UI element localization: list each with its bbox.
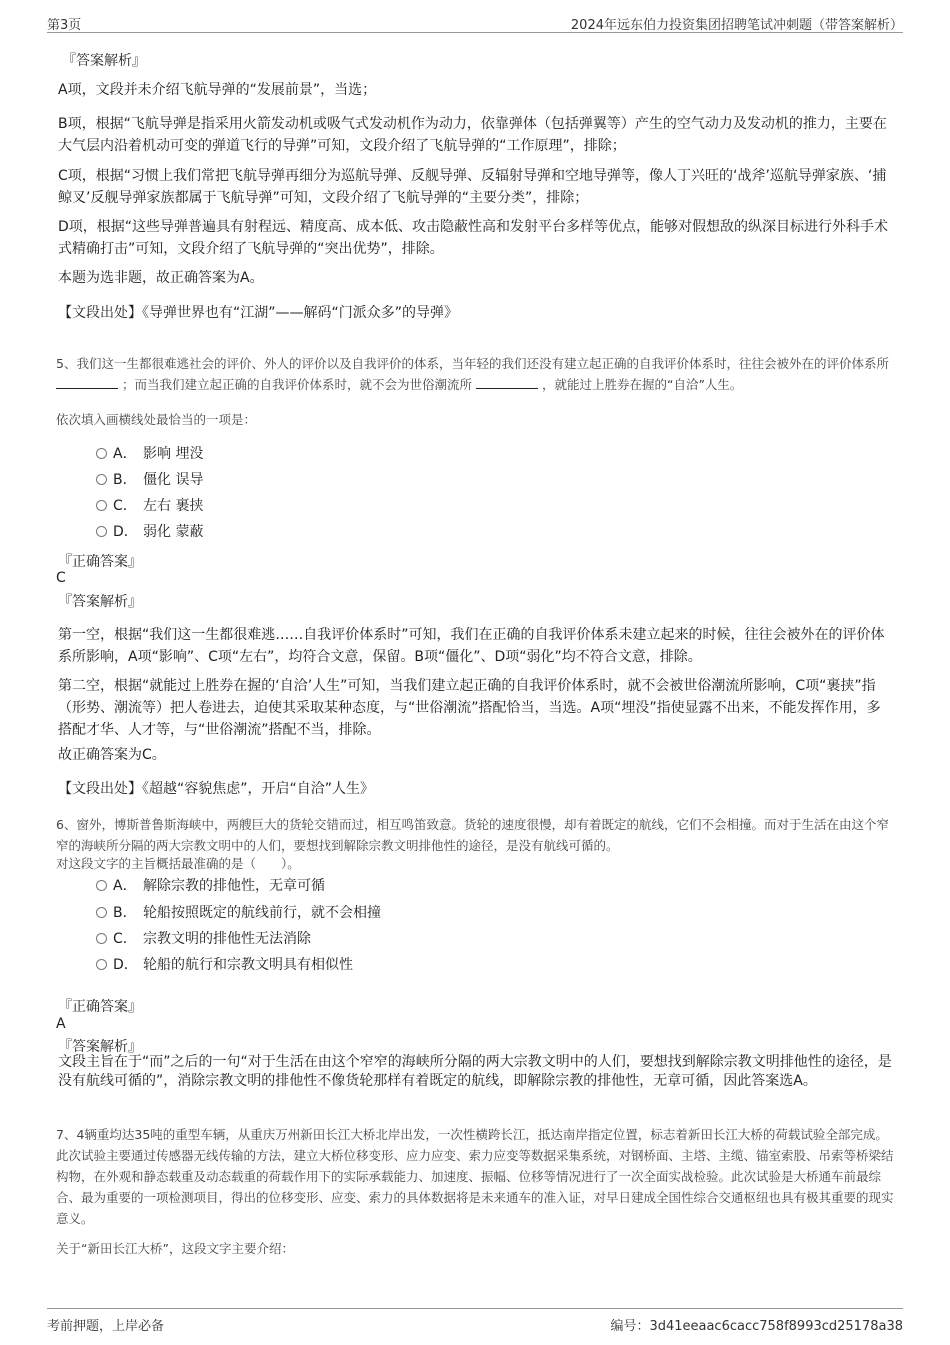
radio-icon[interactable] — [96, 907, 107, 918]
q5-option-c[interactable]: C． 左右 裹挟 — [96, 496, 203, 516]
q6-option-d[interactable]: D． 轮船的航行和宗教文明具有相似性 — [96, 955, 353, 975]
radio-icon[interactable] — [96, 500, 107, 511]
q5-option-d[interactable]: D． 弱化 蒙蔽 — [96, 522, 203, 542]
q6-option-a[interactable]: A． 解除宗教的排他性，无章可循 — [96, 876, 325, 896]
page-number: 第3页 — [47, 18, 82, 33]
question-5-stem: 5、我们这一生都很难逃社会的评价、外人的评价以及自我评价的体系，当年轻的我们还没有建立起正确的自我评价体系时，往往会被外在的评价体系所 ；而当我们建立起正确的自我评价体系时，就不会为世俗潮流所 ，就能过上胜券在握的“自洽”人生。 — [56, 356, 889, 392]
analysis-label: 『答案解析』 — [58, 594, 142, 610]
footer-slogan: 考前押题，上岸必备 — [47, 1319, 165, 1334]
analysis-option-d: D项，根据“这些导弹普遍具有射程远、精度高、成本低、攻击隐蔽性高和发射平台多样等优点，能够对假想敌的纵深目标进行外科手术式精确打击”可知，文段介绍了飞航导弹的“突出优势”，排除。 — [58, 219, 889, 257]
analysis-label: 『答案解析』 — [58, 1039, 142, 1055]
fill-blank-1 — [56, 376, 118, 389]
analysis-paragraph-2: 第二空，根据“就能过上胜券在握的‘自洽’人生”可知，当我们建立起正确的自我评价体系时，就不会被世俗潮流所影响，C项“裹挟”指（形势、潮流等）把人卷进去，迫使其采取某种态度，与“世俗潮流”搭配恰当，当选。A项“埋没”指使显露不出来，不能发挥作用，多搭配才华、人才等，与“世俗潮流”搭配不当，排除。 — [58, 678, 881, 738]
document-code: 编号：3d41eeaac6cacc758f8993cd25178a38 — [610, 1319, 903, 1334]
analysis-paragraph: 文段主旨在于“而”之后的一句“对于生活在由这个窄窄的海峡所分隔的两大宗教文明中的人们，要想找到解除宗教文明排他性的途径，是没有航线可循的”，消除宗教文明的排他性不像货轮那样有着既定的航线，即解除宗教的排他性，无章可循，因此答案选A。 — [58, 1054, 892, 1089]
correct-answer-label: 『正确答案』 — [58, 999, 142, 1015]
analysis-option-a: A项，文段并未介绍飞航导弹的“发展前景”，当选； — [58, 82, 377, 98]
analysis-label: 『答案解析』 — [62, 53, 146, 69]
question-6-prompt: 对这段文字的主旨概括最准确的是（ ）。 — [56, 856, 300, 871]
page-footer — [47, 1308, 903, 1339]
radio-icon[interactable] — [96, 880, 107, 891]
question-7-prompt: 关于“新田长江大桥”，这段文字主要介绍： — [56, 1241, 294, 1256]
radio-icon[interactable] — [96, 474, 107, 485]
q6-option-c[interactable]: C． 宗教文明的排他性无法消除 — [96, 929, 311, 949]
correct-answer: A — [56, 1016, 66, 1032]
source-citation: 【文段出处】《超越“容貌焦虑”，开启“自洽”人生》 — [58, 781, 375, 797]
document-title: 2024年远东伯力投资集团招聘笔试冲刺题（带答案解析） — [570, 18, 903, 33]
radio-icon[interactable] — [96, 933, 107, 944]
analysis-paragraph-1: 第一空，根据“我们这一生都很难逃……自我评价体系时”可知，我们在正确的自我评价体系未建立起来的时候，往往会被外在的评价体系所影响，A项“影响”、C项“左右”，均符合文意，保留。B项“僵化”、D项“弱化”均不符合文意，排除。 — [58, 627, 885, 665]
source-citation: 【文段出处】《导弹世界也有“江湖”——解码“门派众多”的导弹》 — [58, 305, 459, 321]
analysis-option-c: C项，根据“习惯上我们常把飞航导弹再细分为巡航导弹、反舰导弹、反辐射导弹和空地导弹等，像人丁兴旺的‘战斧’巡航导弹家族、‘捕鲸叉’反舰导弹家族都属于飞航导弹”可知，文段介绍了飞航导弹的“主要分类”，排除； — [58, 168, 887, 206]
page-header — [47, 8, 903, 33]
fill-blank-2 — [476, 376, 538, 389]
q5-option-b[interactable]: B． 僵化 误导 — [96, 470, 203, 490]
correct-answer-label: 『正确答案』 — [58, 554, 142, 570]
question-5-prompt: 依次填入画横线处最恰当的一项是： — [56, 412, 257, 427]
radio-icon[interactable] — [96, 448, 107, 459]
q5-option-a[interactable]: A． 影响 埋没 — [96, 444, 203, 464]
conclusion: 本题为选非题，故正确答案为A。 — [58, 270, 264, 286]
question-6-stem: 6、窗外，博斯普鲁斯海峡中，两艘巨大的货轮交错而过，相互鸣笛致意。货轮的速度很慢，却有着既定的航线，它们不会相撞。而对于生活在由这个窄窄的海峡所分隔的两大宗教文明中的人们，要想找到解除宗教文明排他性的途径，是没有航线可循的。 — [56, 817, 889, 853]
analysis-option-b: B项，根据“飞航导弹是指采用火箭发动机或吸气式发动机作为动力，依靠弹体（包括弹翼等）产生的空气动力及发动机的推力，主要在大气层内沿着机动可变的弹道飞行的导弹”可知，文段介绍了飞航导弹的“工作原理”，排除； — [58, 116, 887, 154]
correct-answer: C — [56, 570, 66, 586]
q6-option-b[interactable]: B． 轮船按照既定的航线前行，就不会相撞 — [96, 903, 381, 923]
radio-icon[interactable] — [96, 959, 107, 970]
radio-icon[interactable] — [96, 526, 107, 537]
question-7-stem: 7、4辆重均达35吨的重型车辆，从重庆万州新田长江大桥北岸出发，一次性横跨长江，抵达南岸指定位置，标志着新田长江大桥的荷载试验全部完成。此次试验主要通过传感器无线传输的方法，建立大桥位移变形、应力应变、索力应变等数据采集系统，对钢桥面、主塔、主缆、锚室索股、吊索等桥梁结构物，在外观和静态载重及动态载重的荷载作用下的实际承载能力、加速度、振幅、位移等情况进行了一次全面实战检验。此次试验是大桥通车前最综合、最为重要的一项检测项目，得出的位移变形、应变、索力的具体数据将是未来通车的准入证，对早日建成全国性综合交通枢纽也具有极其重要的现实意义。 — [56, 1127, 894, 1226]
conclusion: 故正确答案为C。 — [58, 747, 166, 763]
